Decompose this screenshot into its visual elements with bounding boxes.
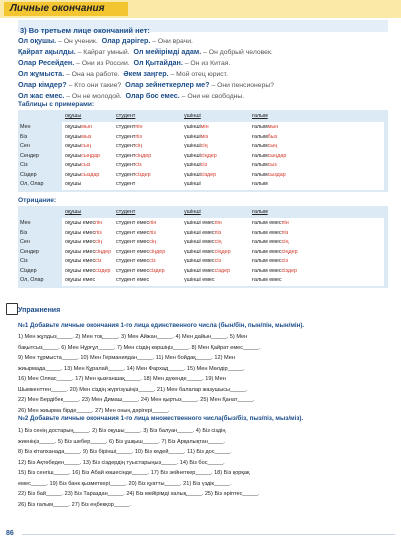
word-suffix: сыңдар xyxy=(267,152,287,159)
word-stem: үшінші емес xyxy=(184,267,215,274)
pronoun-cell: Мен xyxy=(20,220,31,226)
word-suffix: піз xyxy=(214,229,222,236)
word-suffix: сіз xyxy=(281,258,288,264)
table-cell xyxy=(116,152,151,160)
word-stem: студент емес xyxy=(116,258,150,264)
word-stem: ғалым xyxy=(252,152,268,159)
table-header-cell: ғалым xyxy=(252,209,268,215)
table-negation-title: Отрицание: xyxy=(18,197,57,204)
pronoun-cell: Сіздер xyxy=(20,171,37,178)
table-cell xyxy=(252,180,268,188)
pronoun-cell: Сіз xyxy=(20,258,28,264)
table-cell xyxy=(116,257,156,265)
word-suffix: сіздер xyxy=(281,267,297,274)
example-line: Ол оқушы. – Он ученик. Олар дәрігер. – Они врачи. xyxy=(18,36,193,45)
word-stem: оқушы емес xyxy=(65,239,96,245)
table-row xyxy=(18,248,388,256)
table-cell xyxy=(252,133,277,141)
table-cell xyxy=(184,123,209,131)
example-line: Олар Ресейден. – Они из России. Ол Қытайдан. – Он из Китая. xyxy=(18,58,231,67)
table-cell xyxy=(184,248,231,256)
table-cell xyxy=(116,180,135,188)
table-cell xyxy=(65,161,90,169)
word-suffix: сыңдар xyxy=(81,152,100,159)
table-cell xyxy=(252,161,277,169)
table-cell xyxy=(65,248,111,256)
word-suffix: сің xyxy=(200,143,208,149)
example-line: Қайрат ақылды. – Кайрат умный. Ол мейірімді адам. – Он добрый человек. xyxy=(18,47,273,56)
table-row xyxy=(18,229,388,237)
word-stem: студент xyxy=(116,162,136,168)
word-stem: үшінші xyxy=(184,124,201,130)
word-stem: оқушы xyxy=(65,162,82,168)
table-row xyxy=(18,276,388,284)
word-stem: студент xyxy=(116,133,136,140)
table-cell xyxy=(116,171,151,179)
word-suffix: сіз xyxy=(135,162,142,168)
word-suffix: сің xyxy=(135,143,143,149)
table-row xyxy=(18,267,388,275)
word-stem: оқушы xyxy=(65,133,82,140)
word-suffix: сіз xyxy=(214,258,221,264)
word-suffix: сіздер xyxy=(200,171,217,178)
table-cell xyxy=(116,276,149,284)
word-stem: студент xyxy=(116,124,136,130)
word-suffix: быз xyxy=(267,133,278,140)
word-suffix: сіз xyxy=(149,258,156,264)
word-stem: үшінші емес xyxy=(184,239,215,245)
word-stem: оқушы xyxy=(65,124,82,130)
table-row xyxy=(18,123,388,131)
table-row xyxy=(18,161,388,169)
task2-title: №2 Добавьте личные окончания 1-го лица множественного числа(быз/біз, пыз/піз, мыз/міз). xyxy=(18,415,304,422)
word-suffix: сіңдер xyxy=(135,152,152,159)
page-number: 86 xyxy=(6,530,14,537)
word-stem: ғалым xyxy=(252,162,268,168)
table-row xyxy=(18,257,388,265)
word-stem: ғалым емес xyxy=(252,267,282,274)
word-stem: үшінші емес xyxy=(184,248,215,255)
exercise-line: жиырмада_____. 13) Мен Құралай_____. 14) Мен Фархад_____. 15) Мен Мөлдір_____. xyxy=(18,365,245,372)
table-cell xyxy=(65,219,102,227)
table-cell xyxy=(184,161,207,169)
word-stem: ғалым емес xyxy=(252,258,282,264)
table-cell xyxy=(65,238,102,246)
word-suffix: сыздар xyxy=(267,171,286,178)
table-cell xyxy=(252,219,289,227)
word-stem: ғалым xyxy=(252,171,268,178)
table-header-cell: үшінші xyxy=(184,209,201,215)
pronoun-cell: Біз xyxy=(20,133,28,140)
table-cell xyxy=(116,248,165,256)
table-negation xyxy=(18,206,388,288)
word-suffix: сіздер xyxy=(149,267,165,274)
word-stem: студент емес xyxy=(116,267,150,274)
word-stem: үшінші xyxy=(184,181,201,187)
word-stem: студент xyxy=(116,181,136,187)
exercise-line: жиеніңіз_____. 5) Біз шебер_____. 6) Біз ұшқыш_____. 7) Біз Арқалықтан_____. xyxy=(18,438,225,445)
table-cell xyxy=(184,142,208,150)
exercise-line: 15) Біз сенгіш_____. 16) Біз Абай көшесінде_____. 17) Біз зейнеткер_____. 18) Біз қорқақ xyxy=(18,470,250,476)
section-title: 3) Во третьем лице окончаний нет: xyxy=(20,26,150,35)
exercise-line: бақытсыз_____. 6) Мен Нұрғұл_____. 7) Мен сіздің көршіңіз_____. 8) Мен Қайрат емес_____. xyxy=(18,344,261,351)
word-suffix: сіздер xyxy=(135,171,151,178)
task1-title: №1 Добавьте личные окончания 1-го лица единственного числа (бын/бін, пын/пін, мын/мін). xyxy=(18,322,305,329)
word-suffix: пін xyxy=(281,220,289,226)
word-stem: студент емес xyxy=(116,239,150,245)
word-stem: үшінші xyxy=(184,152,201,159)
word-suffix: мын xyxy=(81,124,92,130)
table-cell xyxy=(184,276,215,284)
table-header-cell: үшінші xyxy=(184,113,201,119)
table-cell xyxy=(65,123,92,131)
word-stem: үшінші xyxy=(184,162,201,168)
word-stem: ғалым емес xyxy=(252,229,282,236)
word-stem: ғалым емес xyxy=(252,220,282,226)
table-cell xyxy=(116,238,156,246)
word-stem: ғалым xyxy=(252,181,268,187)
word-stem: ғалым емес xyxy=(252,239,282,245)
word-stem: оқушы xyxy=(65,171,82,178)
word-stem: оқушы емес xyxy=(65,267,96,274)
table-row xyxy=(18,219,388,227)
word-stem: ғалым xyxy=(252,133,268,140)
word-suffix: сыз xyxy=(267,162,277,168)
word-stem: студент xyxy=(116,152,136,159)
word-suffix: сіңдер xyxy=(200,152,217,159)
book-icon xyxy=(6,303,18,315)
word-suffix: сің xyxy=(95,239,103,245)
word-stem: үшінші емес xyxy=(184,220,215,226)
word-stem: оқушы емес xyxy=(65,277,96,283)
word-stem: үшінші емес xyxy=(184,258,215,264)
word-stem: оқушы емес xyxy=(65,248,96,255)
table-header-row xyxy=(18,112,388,120)
exercise-line: 16) Мен Оляас_____. 17) Мен қызғаншақ_____. 18) Мен дүкенде_____. 19) Мен xyxy=(18,376,226,382)
word-stem: студент xyxy=(116,143,136,149)
word-stem: студент xyxy=(116,171,136,178)
table-cell xyxy=(184,257,221,265)
word-suffix: піз xyxy=(281,229,289,236)
table-cell xyxy=(116,219,156,227)
word-stem: студент емес xyxy=(116,229,150,236)
word-suffix: пін xyxy=(95,220,103,226)
table-cell xyxy=(252,152,286,160)
word-suffix: сіздер xyxy=(214,267,231,274)
table-cell xyxy=(116,267,165,275)
pronoun-cell: Сендер xyxy=(20,152,40,159)
word-suffix: мін xyxy=(200,124,209,130)
table-cell xyxy=(252,123,278,131)
exercise-line: 12) Біз Ақтөбеден_____. 13) Біз сіздердің туыстарыңыз_____. 14) Біз бос_____. xyxy=(18,459,225,466)
table-row xyxy=(18,180,388,188)
chapter-tab: Личные окончания xyxy=(4,2,128,16)
exercise-line: 22) Мен Бердібек_____. 23) Мен Димаш_____. 24) Мен қыртыз_____. 25) Мен Қанат_____. xyxy=(18,397,255,403)
pronoun-cell: Ол, Олар xyxy=(20,181,44,187)
word-suffix: піз xyxy=(149,229,156,236)
table-cell xyxy=(184,267,230,275)
word-suffix: піз xyxy=(95,229,102,236)
table-cell xyxy=(252,171,286,179)
pronoun-cell: Сіздер xyxy=(20,267,37,274)
word-stem: оқушы емес xyxy=(65,229,96,236)
exercise-line: Шымкенттен_____. 20) Мен сіздің жүргізушіңіз_____. 21) Мен балалар жазушысы_____. xyxy=(18,386,248,393)
pronoun-cell: Сіз xyxy=(20,162,28,168)
table-row xyxy=(18,171,388,179)
table-cell xyxy=(184,219,222,227)
section-heading xyxy=(18,20,388,35)
word-suffix: міз xyxy=(200,133,209,140)
word-suffix: сіңдер xyxy=(281,248,298,255)
table-row xyxy=(18,152,388,160)
word-stem: ғалым емес xyxy=(252,277,282,283)
word-stem: оқушы xyxy=(65,181,82,187)
word-suffix: сіңдер xyxy=(95,248,112,255)
word-stem: үшінші xyxy=(184,143,201,149)
word-stem: үшінші емес xyxy=(184,277,215,283)
table-cell xyxy=(116,142,142,150)
table-examples xyxy=(18,110,388,192)
word-suffix: сың xyxy=(81,143,91,149)
word-suffix: сің xyxy=(214,239,222,245)
exercise-line: 26) Мен жиырма бірде_____. 27) Мен оның дәрігері_____. xyxy=(18,407,170,414)
table-cell xyxy=(116,229,156,237)
word-stem: ғалым xyxy=(252,143,268,149)
word-suffix: сің xyxy=(149,239,157,245)
word-stem: үшінші xyxy=(184,133,201,140)
pronoun-cell: Ол, Олар xyxy=(20,277,44,283)
exercise-line: емес_____. 19) Біз банк қызметкері_____. 20) Біз қуатты_____. 21) Біз үздік_____. xyxy=(18,480,232,487)
word-suffix: сыз xyxy=(81,162,91,168)
word-stem: ғалым xyxy=(252,124,268,130)
pronoun-cell: Сен xyxy=(20,143,30,149)
table-cell xyxy=(116,133,142,141)
example-line: Ол жас емес. – Он не молодой. Олар бос емес. – Они не свободны. xyxy=(18,91,245,100)
word-suffix: пін xyxy=(135,124,143,130)
table-cell xyxy=(252,229,288,237)
example-line: Ол жұмыста. – Она на работе. Әкем заңгер. – Мой отец юрист. xyxy=(18,69,228,78)
table-header-cell: студент xyxy=(116,209,136,215)
pronoun-cell: Біз xyxy=(20,229,28,236)
word-suffix: сыздар xyxy=(81,171,100,178)
table-row xyxy=(18,133,388,141)
word-suffix: сың xyxy=(267,143,278,149)
word-suffix: мыз xyxy=(81,133,92,140)
word-stem: студент емес xyxy=(116,277,150,283)
word-suffix: пін xyxy=(214,220,222,226)
table-row xyxy=(18,142,388,150)
word-stem: оқушы xyxy=(65,152,82,159)
table-header-cell: оқушы xyxy=(65,113,82,119)
word-suffix: сіңдер xyxy=(214,248,231,255)
table-cell xyxy=(252,257,288,265)
table-cell xyxy=(252,238,288,246)
word-suffix: сіз xyxy=(200,162,208,168)
word-stem: студент емес xyxy=(116,248,150,255)
table-cell xyxy=(184,133,208,141)
table-header-cell: студент xyxy=(116,113,136,119)
table-cell xyxy=(65,257,102,265)
word-stem: оқушы емес xyxy=(65,220,96,226)
table-cell xyxy=(65,133,91,141)
table-cell xyxy=(65,171,99,179)
footer-rule xyxy=(22,534,395,535)
example-line: Олар кімдер? – Кто они такие? Олар зейнеткерлер ме? – Они пенсионеры? xyxy=(18,80,275,89)
table-cell xyxy=(65,142,91,150)
table-cell xyxy=(184,152,217,160)
exercise-line: 1) Мен жұлдыз_____. 2) Мен тоқ_____. 3) Мен Айжан_____. 4) Мен дайын_____. 5) Мен xyxy=(18,334,248,340)
table-header-cell: оқушы xyxy=(65,209,82,215)
table-cell xyxy=(184,171,216,179)
table-cell xyxy=(252,142,277,150)
exercise-line: 22) Біз бай_____. 23) Біз Тараздан_____. 24) Біз мейірімді халық_____. 25) Біз әріптес_____. xyxy=(18,491,260,497)
table-cell xyxy=(65,180,81,188)
table-cell xyxy=(65,267,111,275)
table-cell xyxy=(65,276,95,284)
word-suffix: піз xyxy=(135,133,142,140)
word-suffix: сіздер xyxy=(95,267,111,274)
table-cell xyxy=(252,276,282,284)
exercise-line: 1) Біз сенің достарың_____. 2) Біз оқушы_____. 3) Біз балуан_____. 4) Біз сіздің xyxy=(18,428,226,434)
word-stem: оқушы емес xyxy=(65,258,96,264)
table-header-cell: ғалым xyxy=(252,113,268,119)
pronoun-cell: Сен xyxy=(20,239,30,245)
word-suffix: пін xyxy=(149,220,157,226)
exercise-line: 8) Біз кітапханада_____. 9) Біз бірінші_____. 10) Біз кедей_____. 11) Біз дос_____. xyxy=(18,449,232,455)
exercise-line: 26) Біз ғалым_____. 27) Біз еңбекқор_____. xyxy=(18,501,131,508)
word-suffix: сіз xyxy=(95,258,102,264)
word-suffix: мын xyxy=(267,124,279,130)
table-row xyxy=(18,238,388,246)
table-examples-title: Таблицы с примерами: xyxy=(18,101,95,108)
word-stem: үшінші xyxy=(184,171,201,178)
table-cell xyxy=(116,161,142,169)
word-stem: студент емес xyxy=(116,220,150,226)
table-cell xyxy=(184,180,201,188)
word-suffix: сің xyxy=(281,239,289,245)
table-cell xyxy=(116,123,142,131)
table-cell xyxy=(252,267,297,275)
exercises-heading: Упражнения xyxy=(18,307,61,314)
pronoun-cell: Мен xyxy=(20,124,31,130)
table-cell xyxy=(184,229,221,237)
word-stem: ғалым емес xyxy=(252,248,282,255)
word-suffix: сіңдер xyxy=(149,248,166,255)
exercise-line: 9) Мен тұрмыста_____. 10) Мен Германиядан_____. 11) Мен бойдақ_____. 12) Мен xyxy=(18,355,235,361)
pronoun-cell: Сендер xyxy=(20,248,40,255)
table-cell xyxy=(252,248,298,256)
word-stem: үшінші емес xyxy=(184,229,215,236)
table-cell xyxy=(65,229,102,237)
table-cell xyxy=(65,152,100,160)
table-cell xyxy=(184,238,222,246)
table-header-row xyxy=(18,208,388,216)
word-stem: оқушы xyxy=(65,143,82,149)
